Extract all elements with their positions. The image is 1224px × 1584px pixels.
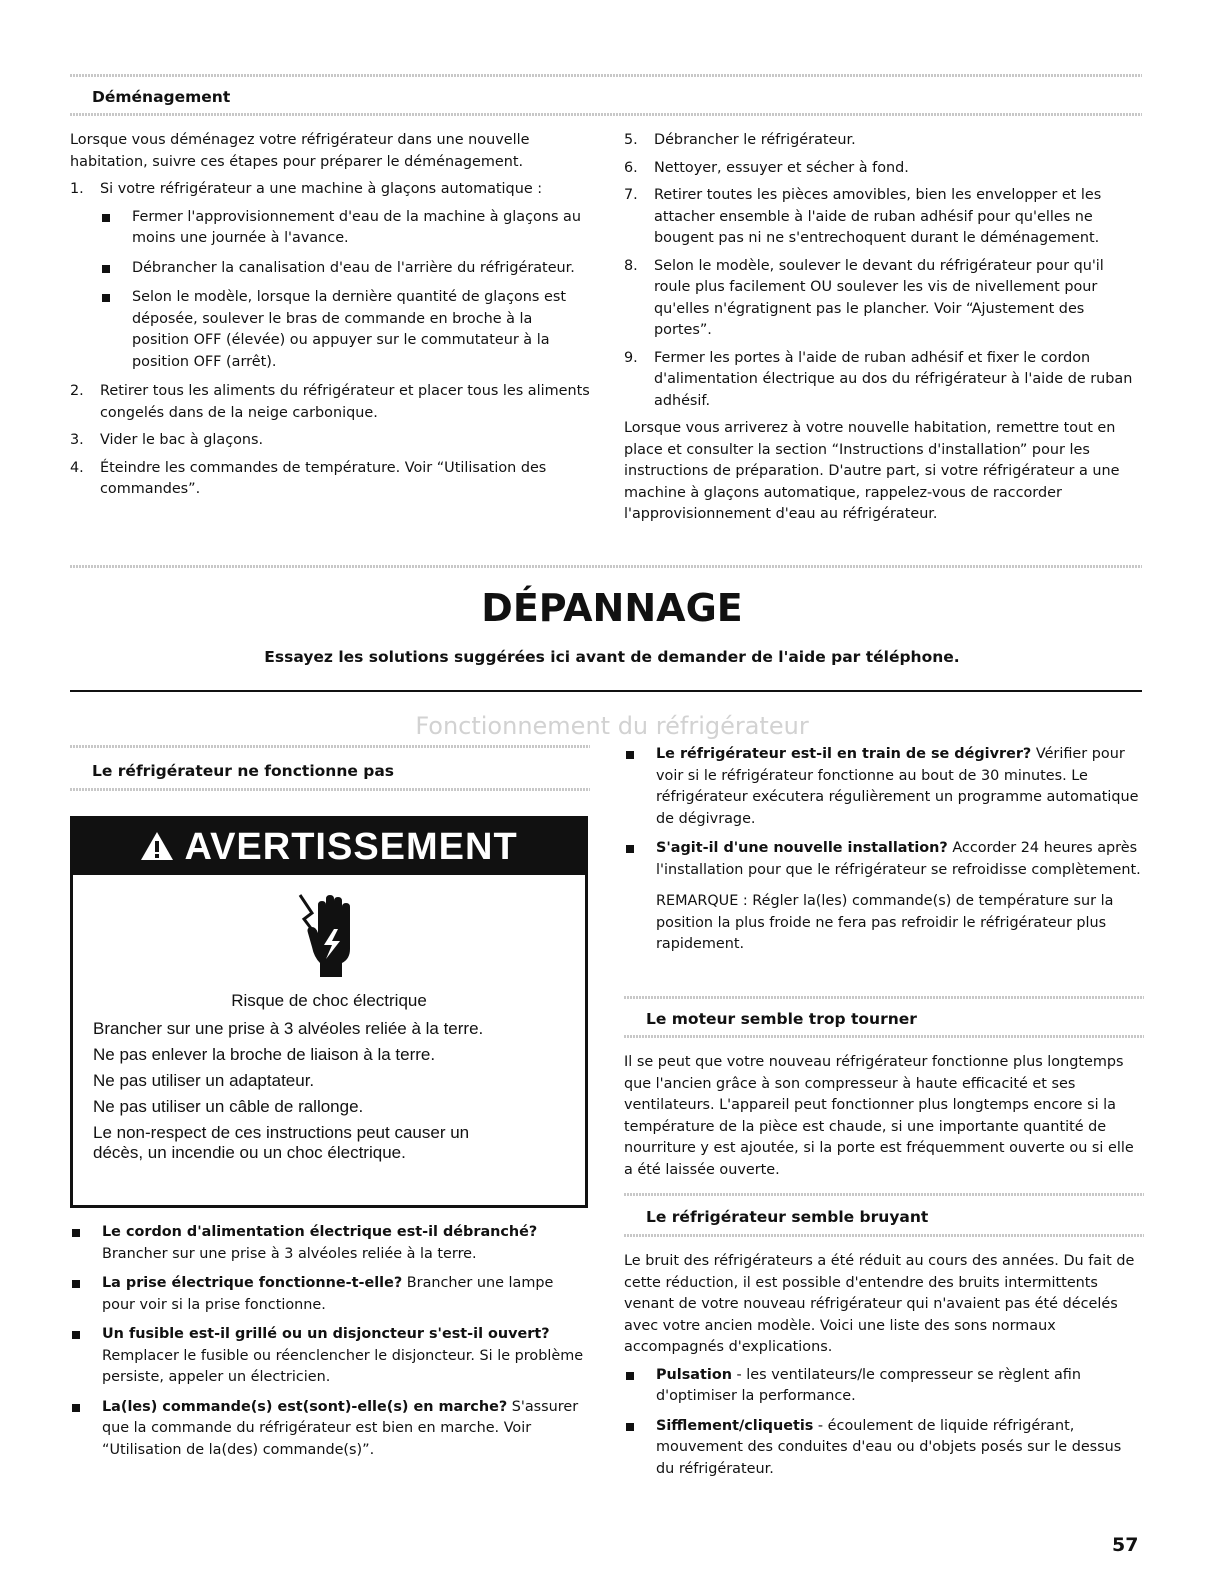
list-item: 9. Fermer les portes à l'aide de ruban adhésif et fixer le cordon d'alimentation électrique au dos du réfrigérateur à l'aide de ruban adhésif. (624, 349, 1133, 409)
section-heading-moving: Déménagement (92, 88, 231, 106)
section-heading-noisy: Le réfrigérateur semble bruyant (646, 1208, 929, 1226)
warning-title: AVERTISSEMENT (184, 826, 518, 868)
electric-shock-hand-icon (73, 875, 585, 991)
list-item: 2. Retirer tous les aliments du réfrigérateur et placer tous les aliments congelés dans de la neige carbonique. (70, 383, 590, 421)
list-item: Le cordon d'alimentation électrique est-il débranché? Brancher sur une prise à 3 alvéoles reliée à la terre. (70, 1222, 590, 1265)
divider (70, 74, 1142, 77)
noisy-section (624, 1251, 1144, 1488)
divider (70, 745, 590, 748)
warning-box (70, 816, 588, 1208)
warning-line: Ne pas utiliser un câble de rallonge. (93, 1097, 364, 1116)
list-item: 5. Débrancher le réfrigérateur. (624, 132, 856, 148)
divider (70, 788, 590, 791)
list-item: S'agit-il d'une nouvelle installation? Accorder 24 heures après l'installation pour que le réfrigérateur se refroidisse complètement. REMARQUE : Régler la(les) commande(s) de température sur la position la plus froide ne fera pas refroidir le réfrigérateur plus rapidement. (624, 838, 1144, 956)
warning-line: Brancher sur une prise à 3 alvéoles reliée à la terre. (93, 1019, 484, 1038)
list-item: Débrancher la canalisation d'eau de l'arrière du réfrigérateur. (100, 258, 590, 280)
warning-line: Ne pas enlever la broche de liaison à la terre. (93, 1045, 436, 1064)
motor-text: Il se peut que votre nouveau réfrigérateur fonctionne plus longtemps que l'ancien grâce à son compresseur à haute efficacité et ses ventilateurs. L'appareil peut fonctionner plus longtemps encore si la température de la pièce est chaude, si une importante quantité de nourriture y est ajoutée, si la porte est fréquemment ouverte ou si elle a été laissée ouverte. (624, 1054, 1134, 1178)
list-item: Selon le modèle, lorsque la dernière quantité de glaçons est déposée, soulever le bras de commande en broche à la position OFF (élevée) ou appuyer sur le commutateur à la position OFF (arrêt). (100, 287, 590, 373)
warning-risk: Risque de choc électrique (231, 991, 427, 1010)
list-item: 7. Retirer toutes les pièces amovibles, bien les envelopper et les attacher ensemble à l'aide de ruban adhésif pour qu'elles ne bougent pas ni ne s'entrechoquent durant le déménagement. (624, 187, 1102, 246)
divider (624, 1234, 1144, 1237)
moving-outro: Lorsque vous arriverez à votre nouvelle habitation, remettre tout en place et consulter la section “Instructions d'installation” pour les instructions de préparation. D'autre part, si votre réfrigérateur a une machine à glaçons automatique, rappelez-vous de raccorder l'approvisionnement d'eau au réfrigérateur. (624, 420, 1120, 522)
divider (70, 565, 1142, 568)
moving-intro: Lorsque vous déménagez votre réfrigérateur dans une nouvelle habitation, suivre ces étapes pour préparer le déménagement. (70, 132, 530, 170)
warning-line: Le non-respect de ces instructions peut causer un décès, un incendie ou un choc électrique. (93, 1123, 470, 1162)
section-heading-not-working: Le réfrigérateur ne fonctionne pas (92, 762, 395, 780)
section-heading-motor: Le moteur semble trop tourner (646, 1010, 917, 1028)
section-title: Fonctionnement du réfrigérateur (415, 712, 809, 740)
moving-left-column (70, 130, 590, 507)
list-item: Fermer l'approvisionnement d'eau de la machine à glaçons au moins une journée à l'avance. (100, 207, 590, 250)
divider (624, 996, 1144, 999)
list-item: Sifflement/cliquetis - écoulement de liquide réfrigérant, mouvement des conduites d'eau ou d'objets posés sur le dessus du réfrigérateur. (624, 1416, 1144, 1481)
divider (70, 113, 1142, 116)
list-item: 1. Si votre réfrigérateur a une machine à glaçons automatique : Fermer l'approvisionnement d'eau de la machine à glaçons au moins une journée à l'avance. Débrancher la canalisation d'eau de l'arrière du réfrigérateur. Selon le modèle, lorsque la dernière quantité de glaçons est déposée, soulever le bras de commande en broche à la position OFF (élevée) ou appuyer sur le commutateur à la position OFF (arrêt). (70, 179, 590, 373)
divider (624, 1035, 1144, 1038)
list-item: 3. Vider le bac à glaçons. (70, 432, 264, 448)
list-item: Un fusible est-il grillé ou un disjoncteur s'est-il ouvert? Remplacer le fusible ou réenclencher le disjoncteur. Si le problème persiste, appeler un électricien. (70, 1324, 590, 1389)
moving-right-column (624, 130, 1144, 532)
divider (624, 1193, 1144, 1196)
warning-triangle-icon (140, 821, 174, 877)
warning-instructions (73, 1019, 585, 1163)
page-subtitle: Essayez les solutions suggérées ici avant de demander de l'aide par téléphone. (264, 648, 960, 666)
list-item: La prise électrique fonctionne-t-elle? Brancher une lampe pour voir si la prise fonctionne. (70, 1273, 590, 1316)
warning-header (73, 819, 585, 875)
warning-line: Ne pas utiliser un adaptateur. (93, 1071, 315, 1090)
list-item: La(les) commande(s) est(sont)-elle(s) en marche? S'assurer que la commande du réfrigérateur est bien en marche. Voir “Utilisation de la(des) commande(s)”. (70, 1397, 590, 1462)
list-item: Pulsation - les ventilateurs/le compresseur se règlent afin d'optimiser la performance. (624, 1365, 1144, 1408)
note: REMARQUE : Régler la(les) commande(s) de température sur la position la plus froide ne fera pas refroidir le réfrigérateur plus rapidement. (656, 893, 1114, 952)
noisy-intro: Le bruit des réfrigérateurs a été réduit au cours des années. Du fait de cette réduction, il est possible d'entendre des bruits intermittents venant de votre nouveau réfrigérateur qui n'avaient pas été décelés avec votre ancien modèle. Voici une liste des sons normaux accompagnés d'explications. (624, 1253, 1135, 1355)
divider (70, 690, 1142, 692)
page-title: DÉPANNAGE (481, 586, 743, 630)
list-item: 6. Nettoyer, essuyer et sécher à fond. (624, 159, 909, 176)
not-working-list-right (624, 744, 1144, 964)
page-number: 57 (1112, 1534, 1139, 1556)
not-working-list-left (70, 1222, 590, 1469)
list-item: 8. Selon le modèle, soulever le devant du réfrigérateur pour qu'il roule plus facilement OU soulever les vis de nivellement pour qu'elles n'égratignent pas le plancher. Voir “Ajustement des portes”. (624, 257, 1104, 338)
list-item: Le réfrigérateur est-il en train de se dégivrer? Vérifier pour voir si le réfrigérateur fonctionne au bout de 30 minutes. Le réfrigérateur exécutera régulièrement un programme automatique de dégivrage. (624, 744, 1144, 830)
list-item: 4. Éteindre les commandes de température. Voir “Utilisation des commandes”. (70, 459, 547, 497)
